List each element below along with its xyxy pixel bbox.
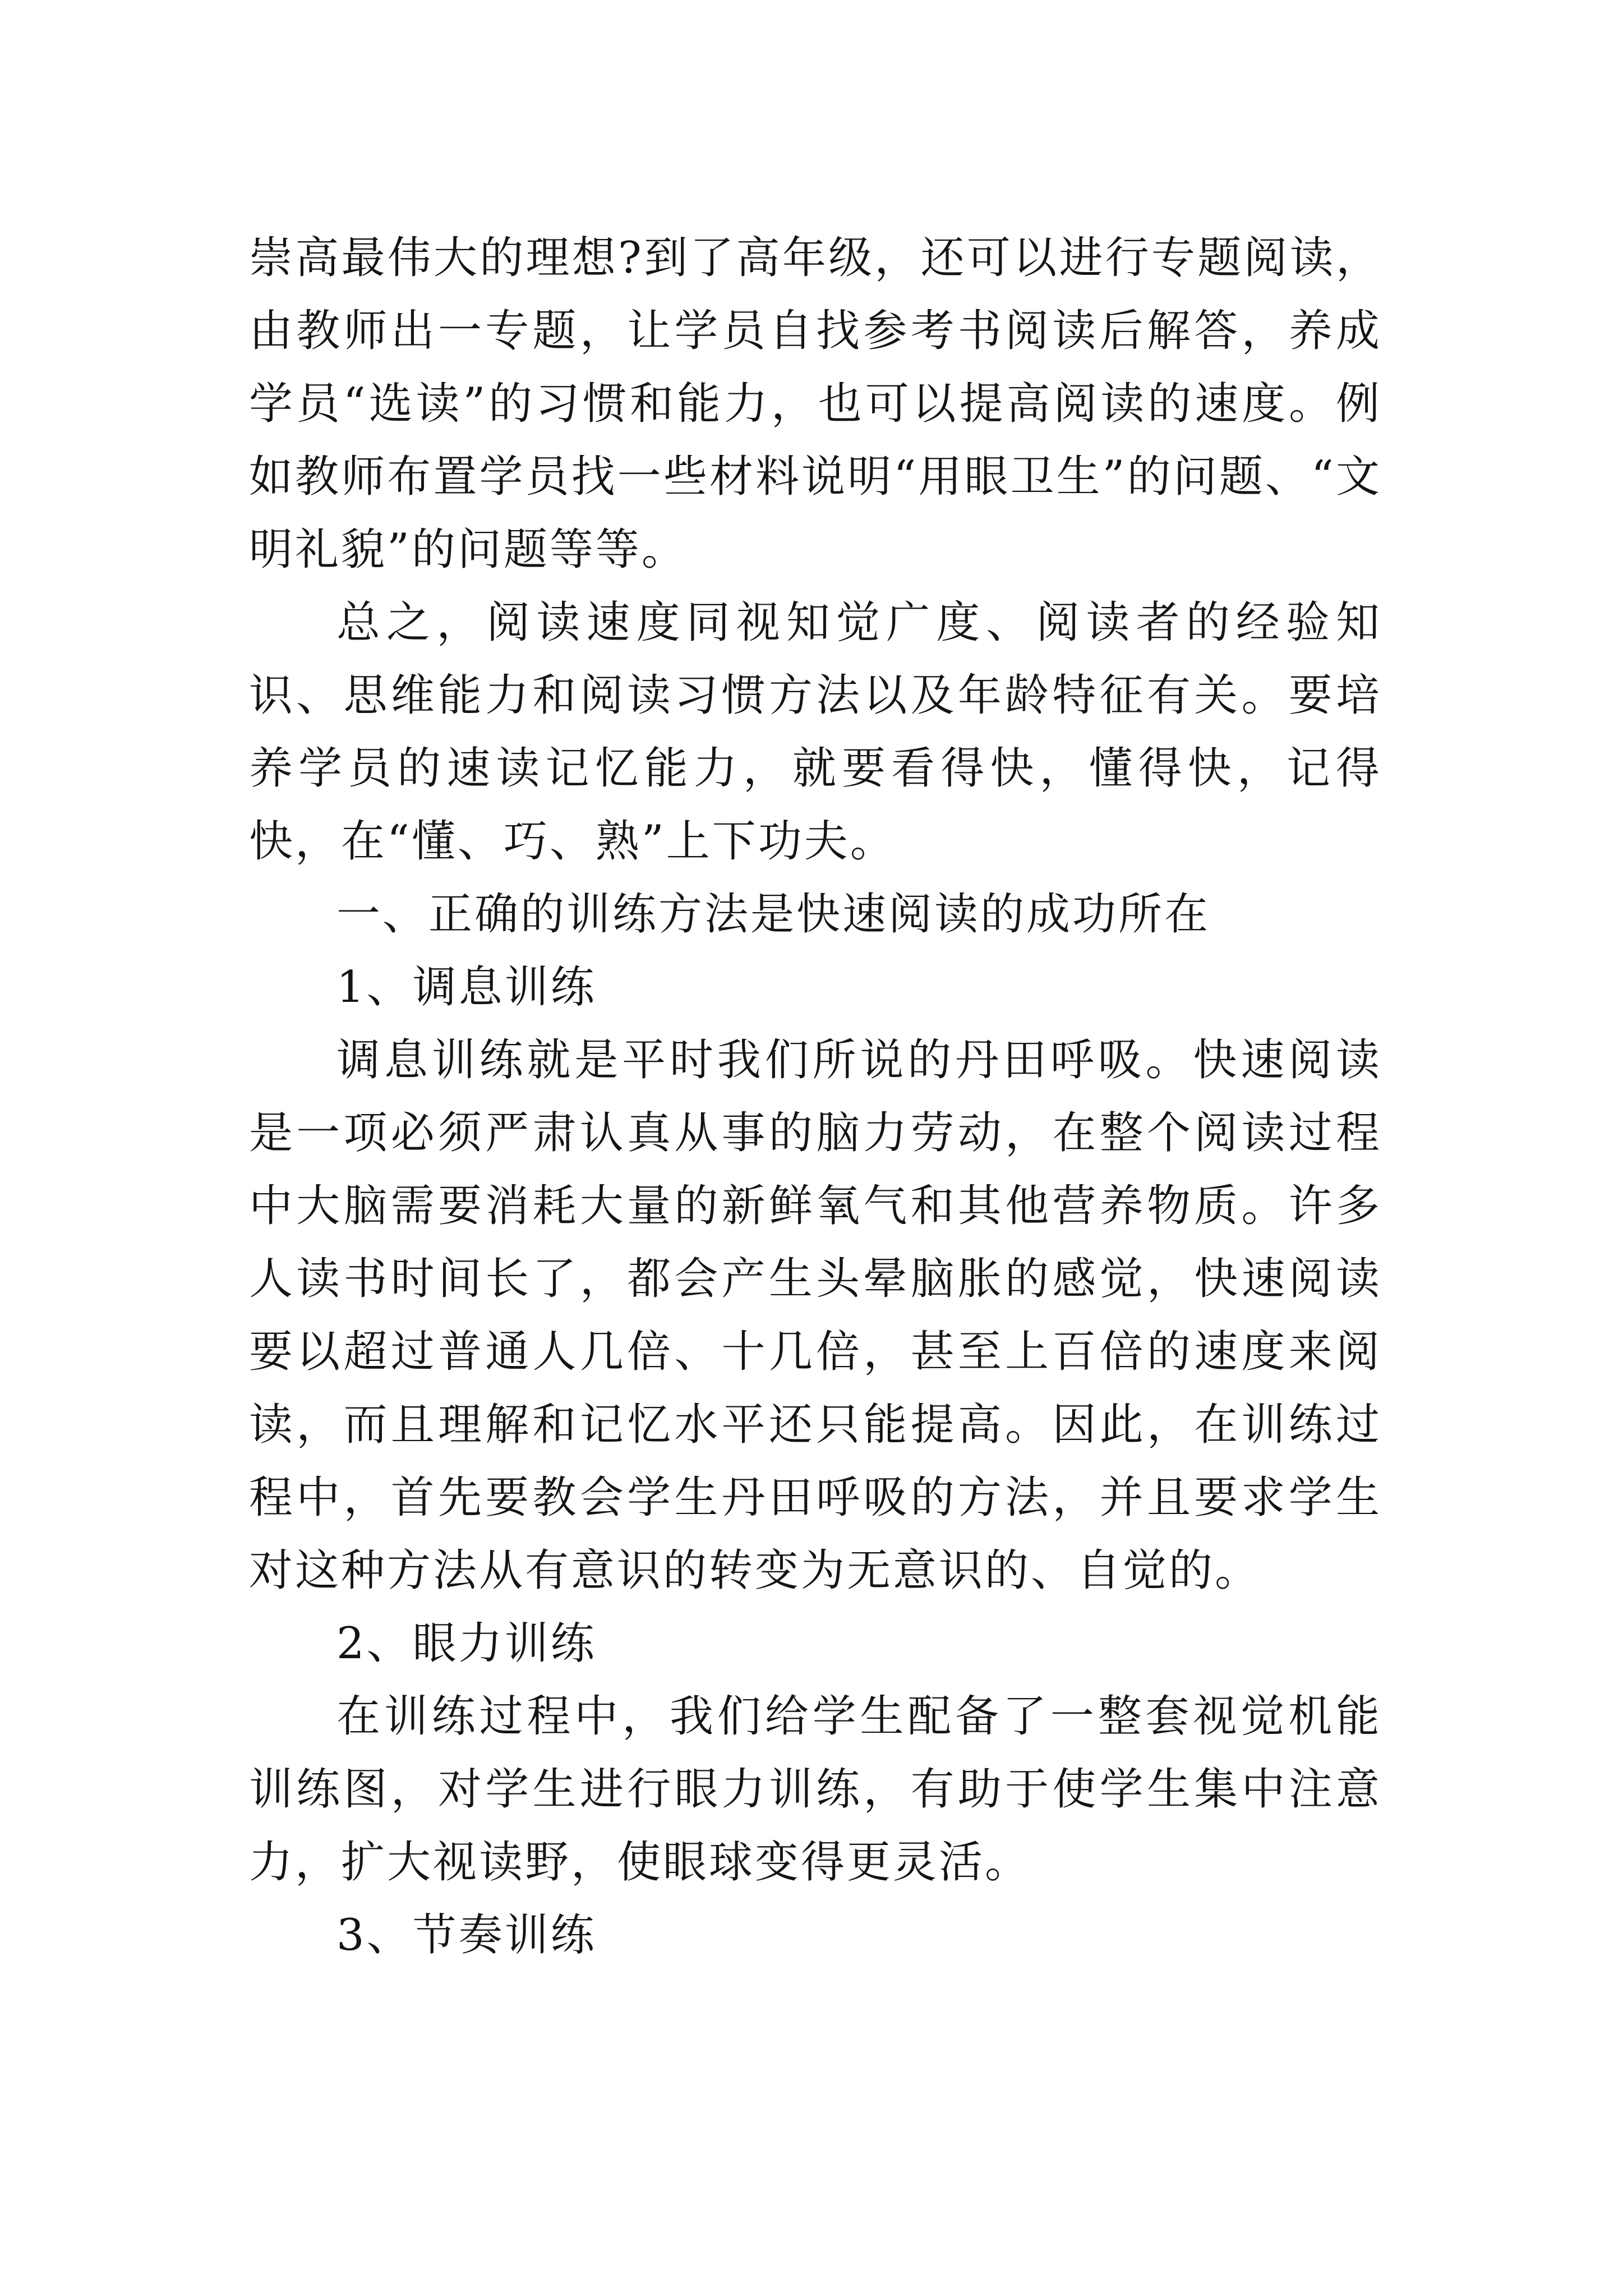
section-heading-training-methods: 一、正确的训练方法是快速阅读的成功所在 [336, 889, 1211, 940]
document-body [249, 222, 1382, 1972]
paragraph-breathing-training: 调息训练就是平时我们所说的丹田呼吸。快速阅读是一项必须严肃认真从事的脑力劳动，在整个阅读过程中大脑需要消耗大量的新鲜氧气和其他营养物质。许多人读书时间长了，都会产生头晕脑胀的感觉，快速阅读要以超过普通人几倍、十几倍，甚至上百倍的速度来阅读，而且理解和记忆水平还只能提高。因此，在训练过程中，首先要教会学生丹田呼吸的方法，并且要求学生对这种方法从有意识的转变为无意识的、自觉的。 [249, 1035, 1382, 1596]
subheading-eye-training: 2、眼力训练 [336, 1618, 597, 1669]
paragraph-summary: 总之，阅读速度同视知觉广度、阅读者的经验知识、思维能力和阅读习惯方法以及年龄特征有关。要培养学员的速读记忆能力，就要看得快，懂得快，记得快，在“懂、巧、熟”上下功夫。 [249, 597, 1382, 867]
paragraph-ideal-reading: 崇高最伟大的理想?到了高年级，还可以进行专题阅读，由教师出一专题，让学员自找参考书阅读后解答，养成学员“选读”的习惯和能力，也可以提高阅读的速度。例如教师布置学员找一些材料说明“用眼卫生”的问题、“文明礼貌”的问题等等。 [249, 233, 1382, 575]
paragraph-eye-training: 在训练过程中，我们给学生配备了一整套视觉机能训练图，对学生进行眼力训练，有助于使学生集中注意力，扩大视读野，使眼球变得更灵活。 [249, 1691, 1382, 1888]
subheading-breathing-training: 1、调息训练 [336, 962, 597, 1013]
subheading-rhythm-training: 3、节奏训练 [336, 1910, 597, 1961]
